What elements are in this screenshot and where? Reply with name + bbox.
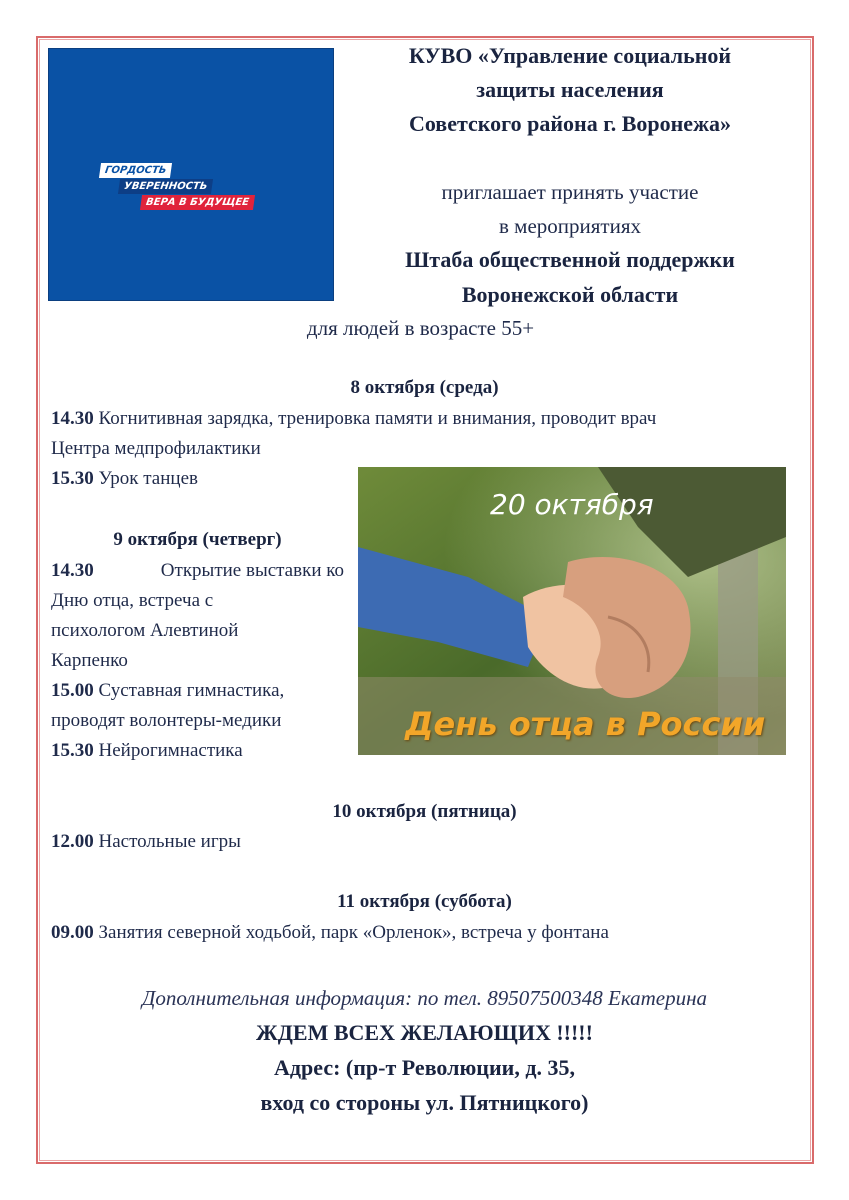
event-title-line-1: Штаба общественной поддержки: [405, 247, 735, 272]
contact-info: Дополнительная информация: по тел. 89507500348 Екатерина: [141, 986, 708, 1010]
item-time: 12.00: [51, 831, 94, 852]
invite-line-1: приглашает принять участие: [441, 180, 699, 204]
event-title-line-2: Воронежской области: [461, 282, 679, 307]
org-title-line-2: защиты населения: [476, 77, 664, 102]
item-time: 14.30: [51, 408, 94, 429]
age-line: для людей в возрасте 55+: [306, 316, 535, 340]
item-text: Суставная гимнастика,: [98, 680, 285, 701]
schedule-item: [51, 922, 609, 944]
logo-line-pride: ГОРДОСТЬ: [99, 163, 173, 178]
item-time: 15.30: [51, 740, 94, 761]
day-heading: 8 октября (среда): [350, 377, 499, 398]
item-time: 09.00: [51, 922, 94, 943]
photo-caption-text: День отца в России: [405, 705, 766, 743]
org-title-line-1: КУВО «Управление социальной: [408, 43, 732, 68]
item-text-line: проводят волонтеры-медики: [51, 710, 282, 731]
day-heading: 11 октября (суббота): [337, 891, 512, 912]
schedule-item: [51, 831, 241, 853]
day-heading: 9 октября (четверг): [113, 529, 282, 550]
item-text: Урок танцев: [98, 468, 198, 489]
day-heading: 10 октября (пятница): [332, 801, 517, 822]
item-text: Открытие выставки ко: [160, 560, 344, 581]
item-text-line: Карпенко: [51, 650, 128, 671]
item-text: Настольные игры: [98, 831, 241, 852]
item-text: Занятия северной ходьбой, парк «Орленок», встреча у фонтана: [98, 922, 609, 943]
item-text-line: психологом Алевтиной: [51, 620, 239, 641]
schedule-item: [51, 560, 344, 582]
welcome-text: ЖДЕМ ВСЕХ ЖЕЛАЮЩИХ !!!!!: [256, 1020, 593, 1045]
logo: [48, 48, 334, 301]
logo-line-faith: ВЕРА В БУДУЩЕЕ: [140, 195, 255, 210]
item-text: Когнитивная зарядка, тренировка памяти и внимания, проводит врач: [98, 408, 657, 429]
invite-line-2: в мероприятиях: [499, 214, 641, 238]
schedule-item: [51, 740, 243, 762]
address-line-2: вход со стороны ул. Пятницкого): [260, 1090, 589, 1115]
org-title-line-3: Советского района г. Воронежа»: [408, 111, 732, 136]
photo-date-text: 20 октября: [490, 488, 654, 521]
item-text: Нейрогимнастика: [98, 740, 243, 761]
logo-line-confidence: УВЕРЕННОСТЬ: [118, 179, 213, 194]
item-time: 14.30: [51, 560, 94, 581]
item-text-line: Дню отца, встреча с: [51, 590, 214, 611]
item-time: 15.00: [51, 680, 94, 701]
item-text-continued: Центра медпрофилактики: [51, 438, 261, 459]
schedule-item: [51, 468, 198, 490]
item-time: 15.30: [51, 468, 94, 489]
schedule-item: [51, 408, 656, 430]
address-line-1: Адрес: (пр-т Революции, д. 35,: [274, 1055, 575, 1080]
schedule-item: [51, 680, 284, 702]
